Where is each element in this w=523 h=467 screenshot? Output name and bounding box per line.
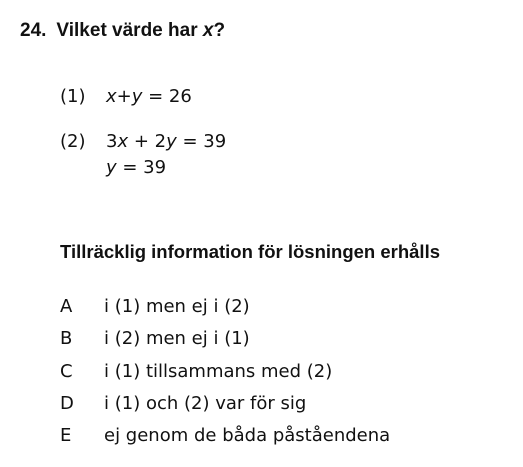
- option-e: [60, 425, 390, 446]
- statement-2-equation-2: y = 39: [106, 157, 167, 178]
- option-text: i (2) men ej i (1): [104, 328, 250, 349]
- option-letter: E: [60, 425, 72, 446]
- option-letter: D: [60, 393, 74, 414]
- question-number: 24.: [20, 20, 47, 41]
- option-letter: C: [60, 361, 73, 382]
- statement-2-equation-1: 3x + 2y = 39: [106, 131, 227, 152]
- option-c: [60, 361, 332, 382]
- option-a: [60, 296, 250, 317]
- option-text: ej genom de båda påståendena: [104, 425, 391, 446]
- option-text: i (1) men ej i (2): [104, 296, 250, 317]
- option-letter: A: [60, 296, 73, 317]
- option-letter: B: [60, 328, 73, 349]
- statement-2: [60, 131, 227, 178]
- question-text: Vilket värde har: [56, 20, 198, 41]
- statement-1: [60, 86, 192, 107]
- statement-1-label: (1): [60, 86, 86, 107]
- question-suffix: ?: [213, 20, 226, 41]
- statement-2-label: (2): [60, 131, 86, 152]
- question-variable: x: [202, 20, 214, 41]
- info-heading: Tillräcklig information för lösningen erhålls: [60, 241, 440, 262]
- option-text: i (1) och (2) var för sig: [104, 393, 307, 414]
- question-title: [20, 20, 225, 42]
- option-b: [60, 328, 250, 349]
- option-text: i (1) tillsammans med (2): [104, 361, 333, 382]
- statement-1-equation: x+y = 26: [106, 86, 192, 107]
- option-d: [60, 393, 306, 414]
